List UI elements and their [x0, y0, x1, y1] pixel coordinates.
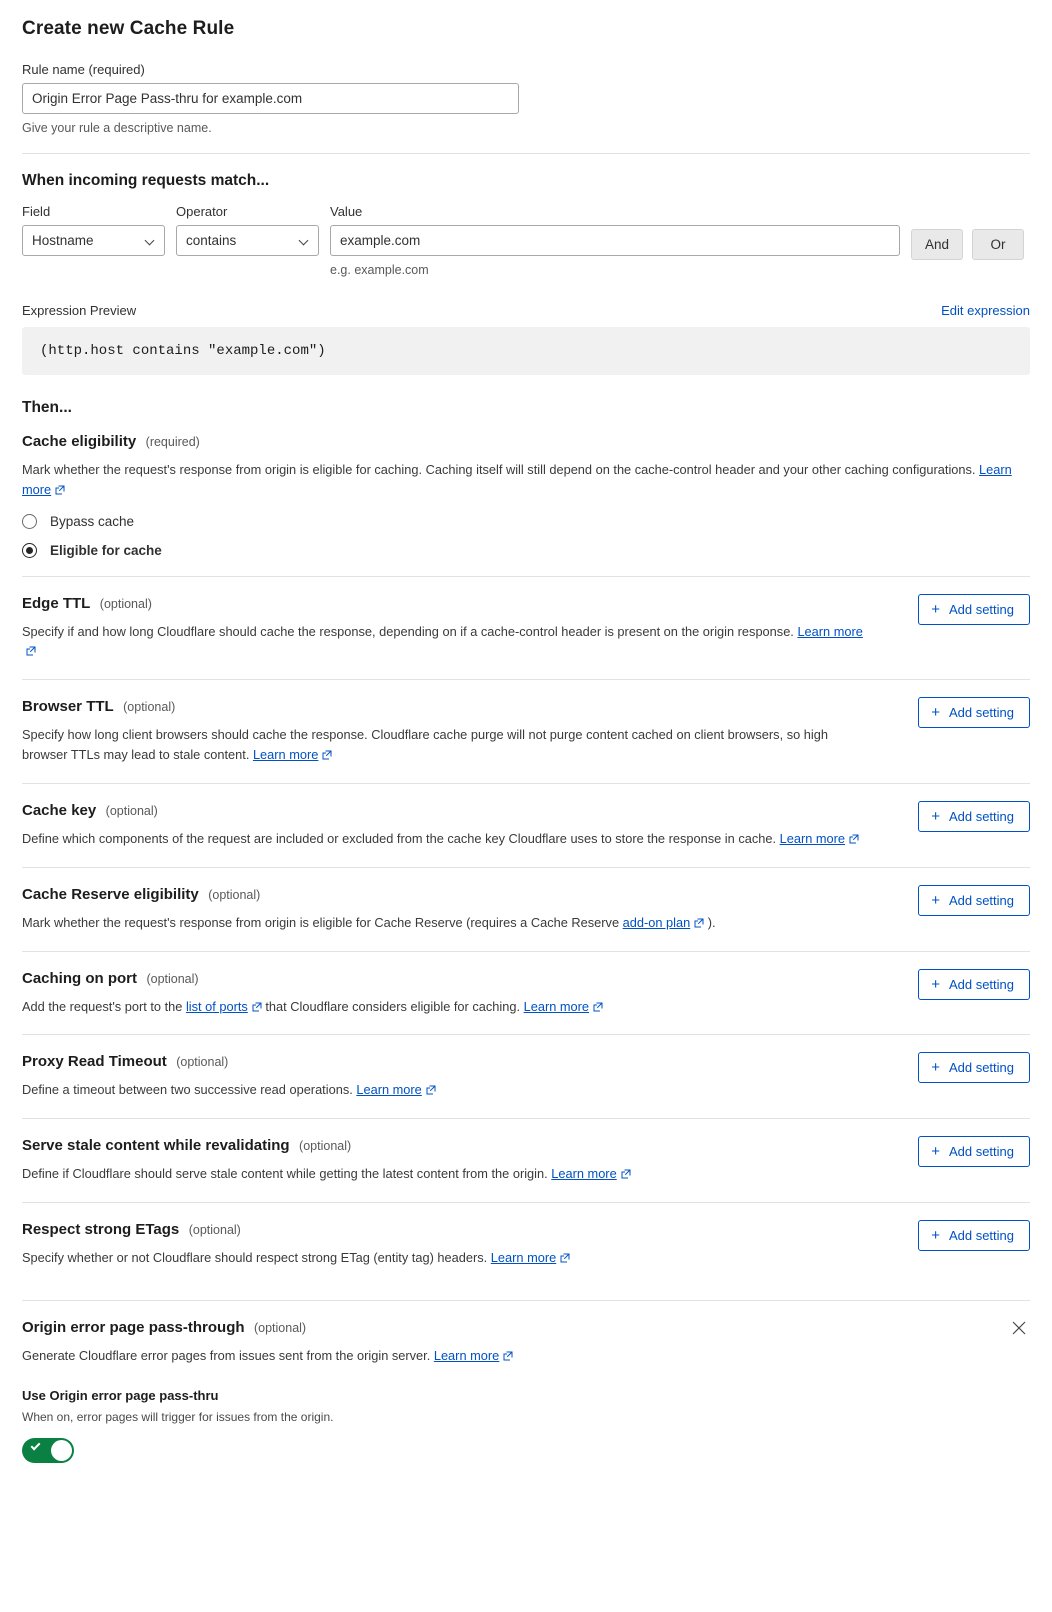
- learn-more-link[interactable]: Learn more: [523, 998, 590, 1014]
- setting-optional: (optional): [99, 596, 152, 611]
- setting-browser-ttl: [22, 679, 1030, 783]
- radio-icon: [22, 514, 37, 529]
- setting-description-text: Define which components of the request are included or excluded from the cache key Cloudflare uses to store the response in cache.: [22, 830, 777, 846]
- external-link-icon: [322, 750, 332, 760]
- plus-icon: +: [931, 891, 940, 909]
- learn-more-link[interactable]: Learn more: [490, 1250, 557, 1266]
- value-label: Value: [330, 204, 363, 219]
- setting-description: [22, 997, 870, 1017]
- external-link-icon: [55, 485, 65, 495]
- plus-icon: +: [931, 1143, 940, 1161]
- page-title: Create new Cache Rule: [22, 18, 235, 39]
- add-setting-label: Add setting: [948, 976, 1014, 992]
- plus-icon: +: [931, 807, 940, 825]
- add-setting-label: Add setting: [948, 1144, 1014, 1160]
- cache-eligibility-title: Cache eligibility: [22, 433, 137, 450]
- setting-optional: (optional): [146, 971, 199, 986]
- add-setting-button[interactable]: [918, 1052, 1030, 1083]
- external-link-icon: [560, 1253, 570, 1263]
- add-setting-label: Add setting: [948, 601, 1014, 617]
- toggle-knob: [51, 1440, 72, 1461]
- setting-respect-strong-etags: [22, 1202, 1030, 1286]
- setting-caching-on-port: [22, 951, 1030, 1035]
- origin-toggle-label: Use Origin error page pass-thru: [22, 1387, 219, 1403]
- setting-title: Cache Reserve eligibility: [22, 885, 199, 903]
- plus-icon: +: [931, 975, 940, 993]
- cache-eligibility-desc: [22, 460, 1022, 500]
- or-button[interactable]: Or: [972, 229, 1024, 260]
- and-button[interactable]: And: [911, 229, 963, 260]
- operator-column: [176, 204, 319, 256]
- radio-bypass-cache[interactable]: [22, 514, 1030, 529]
- setting-description-mid: that Cloudflare considers eligible for caching.: [265, 998, 521, 1014]
- setting-description-text: Specify whether or not Cloudflare should respect strong ETag (entity tag) headers.: [22, 1250, 488, 1266]
- radio-eligible-for-cache[interactable]: [22, 543, 1030, 558]
- learn-more-link[interactable]: Learn more: [22, 462, 1012, 497]
- setting-description-text: Add the request's port to the: [22, 998, 183, 1014]
- operator-select[interactable]: [176, 225, 319, 256]
- setting-description: [22, 1248, 870, 1268]
- plus-icon: +: [931, 1227, 940, 1245]
- value-column: [330, 204, 900, 277]
- expression-header: [22, 303, 1030, 318]
- add-setting-label: Add setting: [948, 1060, 1014, 1076]
- setting-description-text: Define if Cloudflare should serve stale content while getting the latest content from the origin.: [22, 1166, 548, 1182]
- setting-proxy-read-timeout: [22, 1034, 1030, 1118]
- cache-eligibility-block: [22, 433, 1030, 558]
- setting-edge-ttl: [22, 576, 1030, 680]
- setting-title: Respect strong ETags: [22, 1221, 180, 1239]
- setting-cache-reserve-eligibility: [22, 867, 1030, 951]
- setting-optional: (optional): [208, 887, 261, 902]
- setting-optional: (optional): [253, 1320, 307, 1335]
- setting-optional: (optional): [299, 1139, 352, 1154]
- edit-expression-link[interactable]: Edit expression: [941, 303, 1030, 318]
- radio-icon-selected: [22, 543, 37, 558]
- expression-preview-label: Expression Preview: [22, 303, 137, 318]
- value-input[interactable]: [330, 225, 900, 256]
- operator-label: Operator: [176, 204, 228, 219]
- setting-optional: (optional): [176, 1055, 229, 1070]
- add-setting-label: Add setting: [948, 705, 1014, 721]
- rule-name-help: Give your rule a descriptive name.: [22, 121, 212, 135]
- setting-optional: (optional): [105, 803, 158, 818]
- add-setting-label: Add setting: [948, 1228, 1014, 1244]
- external-link-icon: [503, 1351, 513, 1361]
- field-column: [22, 204, 165, 256]
- setting-description-text: Mark whether the request's response from origin is eligible for Cache Reserve (requires a Cache Reserve: [22, 914, 620, 930]
- field-select-value: Hostname: [32, 233, 94, 248]
- radio-label: Eligible for cache: [50, 542, 162, 558]
- setting-description: [22, 829, 870, 849]
- field-select[interactable]: [22, 225, 165, 256]
- check-icon: [31, 1440, 41, 1450]
- add-on-plan-link[interactable]: add-on plan: [622, 914, 691, 930]
- close-icon[interactable]: [1010, 1319, 1028, 1337]
- setting-description: [22, 913, 870, 933]
- setting-cache-key: [22, 783, 1030, 867]
- add-setting-label: Add setting: [948, 892, 1014, 908]
- setting-title: Cache key: [22, 801, 97, 819]
- operator-select-value: contains: [186, 233, 237, 248]
- divider: [22, 153, 1030, 154]
- cache-eligibility-required: (required): [145, 435, 200, 449]
- rule-name-group: [22, 62, 1030, 135]
- setting-serve-stale-content: [22, 1118, 1030, 1202]
- external-link-icon: [426, 1085, 436, 1095]
- add-setting-button[interactable]: [918, 1220, 1030, 1251]
- field-label: Field: [22, 204, 51, 219]
- learn-more-link[interactable]: Learn more: [356, 1082, 422, 1098]
- setting-description-text: Specify if and how long Cloudflare should cache the response, depending on if a cache-control header is present on the origin response.: [22, 623, 794, 639]
- learn-more-link[interactable]: Learn more: [779, 830, 846, 846]
- chevron-down-icon: [146, 236, 155, 245]
- setting-optional: (optional): [123, 700, 176, 715]
- setting-description: [22, 1346, 1022, 1366]
- external-link-icon: [849, 834, 859, 844]
- setting-description: [22, 1080, 870, 1100]
- external-link-icon: [593, 1002, 603, 1012]
- value-help: e.g. example.com: [330, 263, 429, 277]
- setting-description-text: Define a timeout between two successive read operations.: [22, 1082, 353, 1098]
- learn-more-link[interactable]: Learn more: [252, 747, 319, 763]
- setting-description: [22, 1164, 870, 1184]
- origin-error-page-toggle[interactable]: [22, 1438, 74, 1463]
- add-setting-label: Add setting: [948, 808, 1014, 824]
- learn-more-link[interactable]: Learn more: [433, 1347, 500, 1363]
- match-section-title: When incoming requests match...: [22, 172, 270, 189]
- add-setting-button[interactable]: [918, 885, 1030, 916]
- setting-title: Browser TTL: [22, 698, 114, 716]
- add-setting-button[interactable]: [918, 801, 1030, 832]
- external-link-icon: [694, 918, 704, 928]
- add-setting-button[interactable]: [918, 594, 1030, 625]
- plus-icon: +: [931, 1059, 940, 1077]
- setting-title: Edge TTL: [22, 594, 91, 612]
- external-link-icon: [252, 1002, 262, 1012]
- logic-buttons: [911, 204, 1024, 260]
- setting-origin-error-page-pass-through: [22, 1300, 1030, 1463]
- learn-more-link[interactable]: Learn more: [797, 623, 863, 639]
- external-link-icon: [621, 1169, 631, 1179]
- origin-toggle-desc: When on, error pages will trigger for issues from the origin.: [22, 1409, 334, 1424]
- external-link-icon: [26, 646, 36, 656]
- add-setting-button[interactable]: [918, 697, 1030, 728]
- add-setting-button[interactable]: [918, 969, 1030, 1000]
- list-of-ports-link[interactable]: list of ports: [185, 998, 248, 1014]
- setting-optional: (optional): [188, 1223, 241, 1238]
- setting-title: Origin error page pass-through: [22, 1318, 245, 1336]
- setting-title: Serve stale content while revalidating: [22, 1137, 290, 1155]
- setting-description: [22, 622, 870, 662]
- plus-icon: +: [931, 704, 940, 722]
- setting-title: Proxy Read Timeout: [22, 1053, 167, 1071]
- setting-title: Caching on port: [22, 969, 137, 987]
- plus-icon: +: [931, 600, 940, 618]
- add-setting-button[interactable]: [918, 1136, 1030, 1167]
- chevron-down-icon: [300, 236, 309, 245]
- setting-description-text: Generate Cloudflare error pages from issues sent from the origin server.: [22, 1347, 431, 1363]
- rule-name-label: Rule name (required): [22, 62, 145, 77]
- cache-eligibility-desc-text: Mark whether the request's response from origin is eligible for caching. Caching itself will still depend on the cache-control header and your other caching configurations.: [22, 462, 976, 477]
- expression-preview-box: (http.host contains "example.com"): [22, 327, 1030, 375]
- setting-description: [22, 725, 870, 765]
- match-row: [22, 204, 1030, 277]
- learn-more-link[interactable]: Learn more: [551, 1166, 617, 1182]
- setting-description-tail: ).: [707, 914, 716, 930]
- radio-label: Bypass cache: [50, 513, 135, 529]
- then-section-title: Then...: [22, 399, 72, 416]
- setting-description-text: Specify how long client browsers should cache the response. Cloudflare cache purge will not purge content cached on client browsers, so high browser TTLs may lead to stale content.: [22, 727, 828, 763]
- rule-name-input[interactable]: [22, 83, 519, 114]
